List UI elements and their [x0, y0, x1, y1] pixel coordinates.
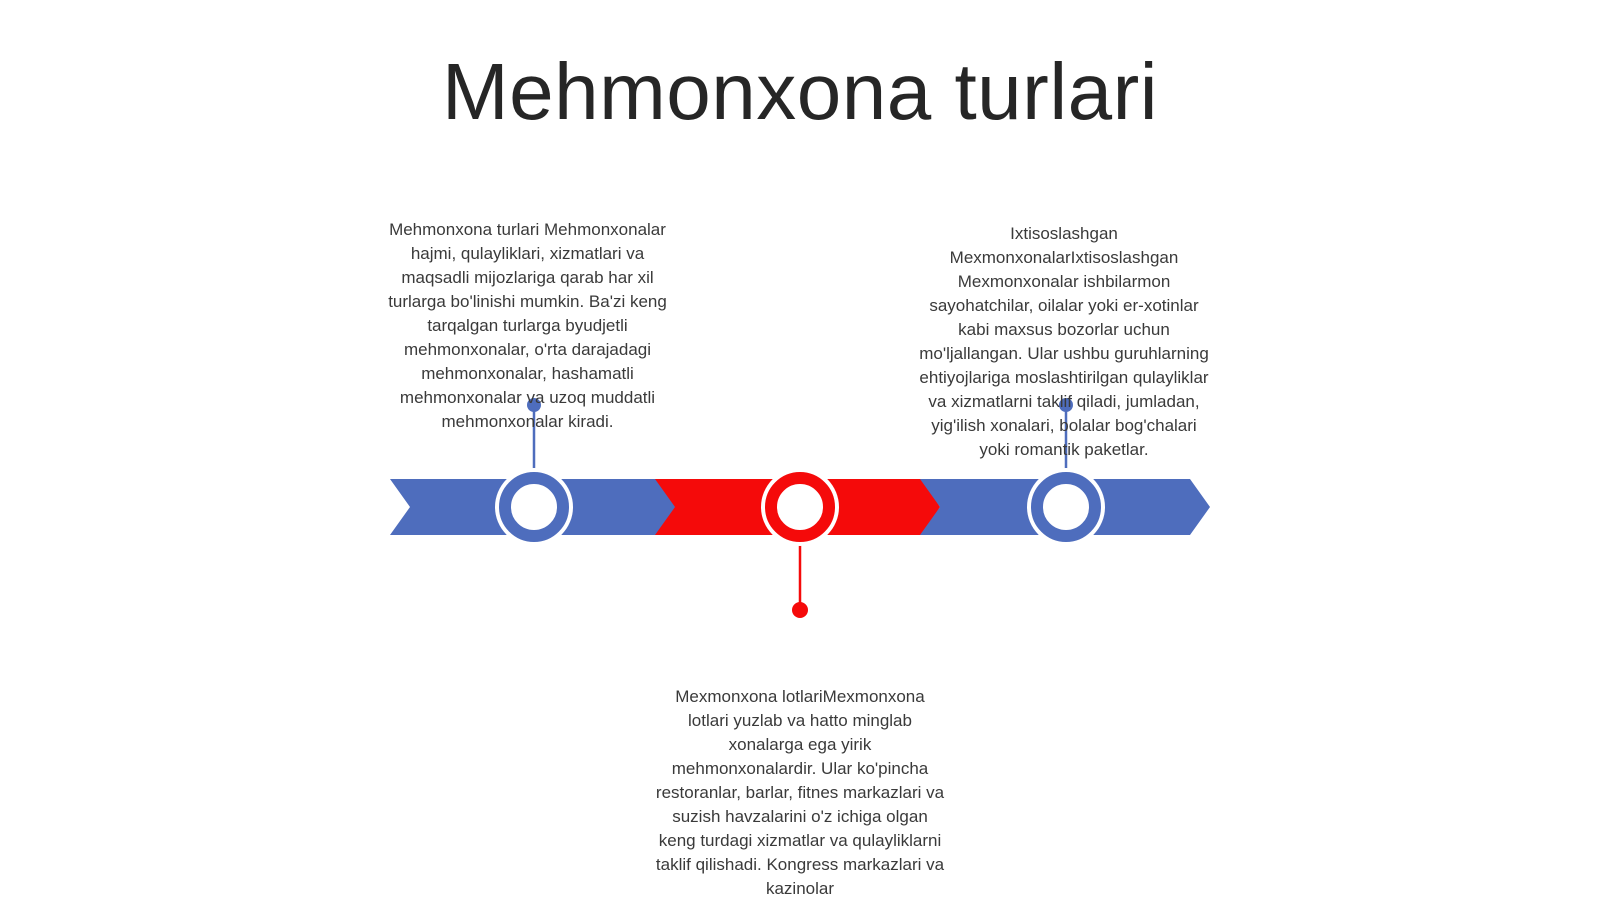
- page-title: Mehmonxona turlari: [442, 47, 1158, 136]
- milestone-marker-3: [1037, 478, 1095, 536]
- milestone-text-3: Ixtisoslashgan MexmonxonalarIxtisoslashgan Mexmonxonalar ishbilarmon sayohatchilar, oilalar yoki er-xotinlar kabi maxsus bozorlar uchun mo'ljallangan. Ular ushbu guruhlarning ehtiyojlariga moslashtirilgan qulayliklar va xizmatlarni taklif qiladi, jumladan, yig'ilish xonalari, bolalar bog'chalari yoki romantik paketlar.: [919, 224, 1209, 459]
- milestone-text-2: Mexmonxona lotlariMexmonxona lotlari yuzlab va hatto minglab xonalarga ega yirik mehmonxonalardir. Ular ko'pincha restoranlar, barlar, fitnes markazlari va suzish havzalarini o'z ichiga olgan keng turdagi xizmatlar va qulayliklarni taklif qilishadi. Kongress markazlari va kazinolar: [655, 687, 945, 898]
- milestone-marker-2: [771, 478, 829, 536]
- milestone-marker-1: [505, 478, 563, 536]
- connector-dot-2: [792, 602, 808, 618]
- milestone-text-1: Mehmonxona turlari Mehmonxonalar hajmi, qulayliklari, xizmatlari va maqsadli mijozlariga qarab har xil turlarga bo'linishi mumkin. Ba'zi keng tarqalgan turlarga byudjetli mehmonxonalar, o'rta darajadagi mehmonxonalar, hashamatli mehmonxonalar va uzoq muddatli mehmonxonalar kiradi.: [388, 220, 667, 431]
